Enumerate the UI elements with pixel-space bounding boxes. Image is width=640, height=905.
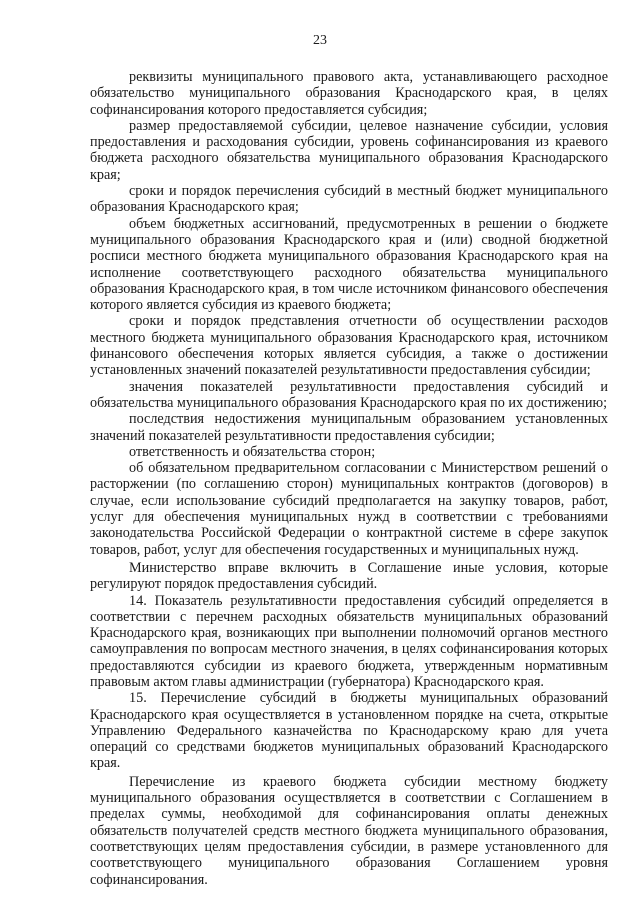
paragraph-contract-approval: об обязательном предварительном согласовании с Министерством решений о расторжении (по соглашению сторон) муниципальных контрактов (договоров) в случае, если использование субсидий предполагается на закупку товаров, работ, услуг для обеспечения муниципальных нужд в соответствии с требованиями законодательства Российской Федерации о контрактной системе в сфере закупок товаров, работ, услуг для обеспечения государственных и муниципальных нужд. (90, 460, 608, 558)
page-number: 23 (313, 33, 327, 48)
paragraph-ministry-conditions: Министерство вправе включить в Соглашение иные условия, которые регулируют порядок предоставления субсидий. (90, 559, 608, 593)
paragraph-requisites: реквизиты муниципального правового акта, устанавливающего расходное обязательство муниципального образования Краснодарского края, в целях софинансирования которого предоставляется субсидия; (90, 69, 608, 118)
document-body (90, 69, 608, 888)
paragraph-indicator-values: значения показателей результативности предоставления субсидий и обязательства муниципального образования Краснодарского края по их достижению; (90, 378, 608, 411)
paragraph-transfer-from-regional-budget: Перечисление из краевого бюджета субсидии местному бюджету муниципального образования осуществляется в соответствии с Соглашением в пределах суммы, необходимой для софинансирования оплаты денежных обязательств получателей средств местного бюджета муниципального образования, соответствующих целям предоставления субсидии, в размере установленного для соответствующего муниципального образования Соглашением уровня софинансирования. (90, 773, 608, 888)
paragraph-consequences: последствия недостижения муниципальным образованием установленных значений показателей результативности предоставления субсидии; (90, 411, 608, 444)
paragraph-responsibility: ответственность и обязательства сторон; (129, 443, 376, 460)
paragraph-budget-allocations: объем бюджетных ассигнований, предусмотренных в решении о бюджете муниципального образования Краснодарского края и (или) сводной бюджетной росписи местного бюджета муниципального образования Краснодарского края на исполнение соответствующего расходного обязательства муниципального образования Краснодарского края, в том числе источником финансового обеспечения которого является субсидия из краевого бюджета; (90, 215, 608, 314)
paragraph-15: 15. Перечисление субсидий в бюджеты муниципальных образований Краснодарского края осуществляется в установленном порядке на счета, открытые Управлению Федерального казначейства по Краснодарскому краю для учета операций со средствами бюджетов муниципальных образований Краснодарского края. (90, 690, 608, 772)
paragraph-transfer-terms: сроки и порядок перечисления субсидий в местный бюджет муниципального образования Краснодарского края; (90, 183, 608, 216)
paragraph-reporting: сроки и порядок представления отчетности об осуществлении расходов местного бюджета муниципального образования Краснодарского края, источником финансового обеспечения которых является субсидия, а также о достижении установленных значений показателей результативности предоставления субсидии; (90, 313, 608, 379)
paragraph-subsidy-size: размер предоставляемой субсидии, целевое назначение субсидии, условия предоставления и расходования субсидии, уровень софинансирования из краевого бюджета расходного обязательства муниципального образования Краснодарского края; (90, 117, 608, 183)
paragraph-14: 14. Показатель результативности предоставления субсидий определяется в соответствии с перечнем расходных обязательств муниципальных образований Краснодарского края, возникающих при выполнении полномочий органов местного самоуправления по вопросам местного значения, в целях софинансирования которых предоставляются субсидии из краевого бюджета, утвержденным нормативным правовым актом главы администрации (губернатора) Краснодарского края. (90, 592, 608, 690)
